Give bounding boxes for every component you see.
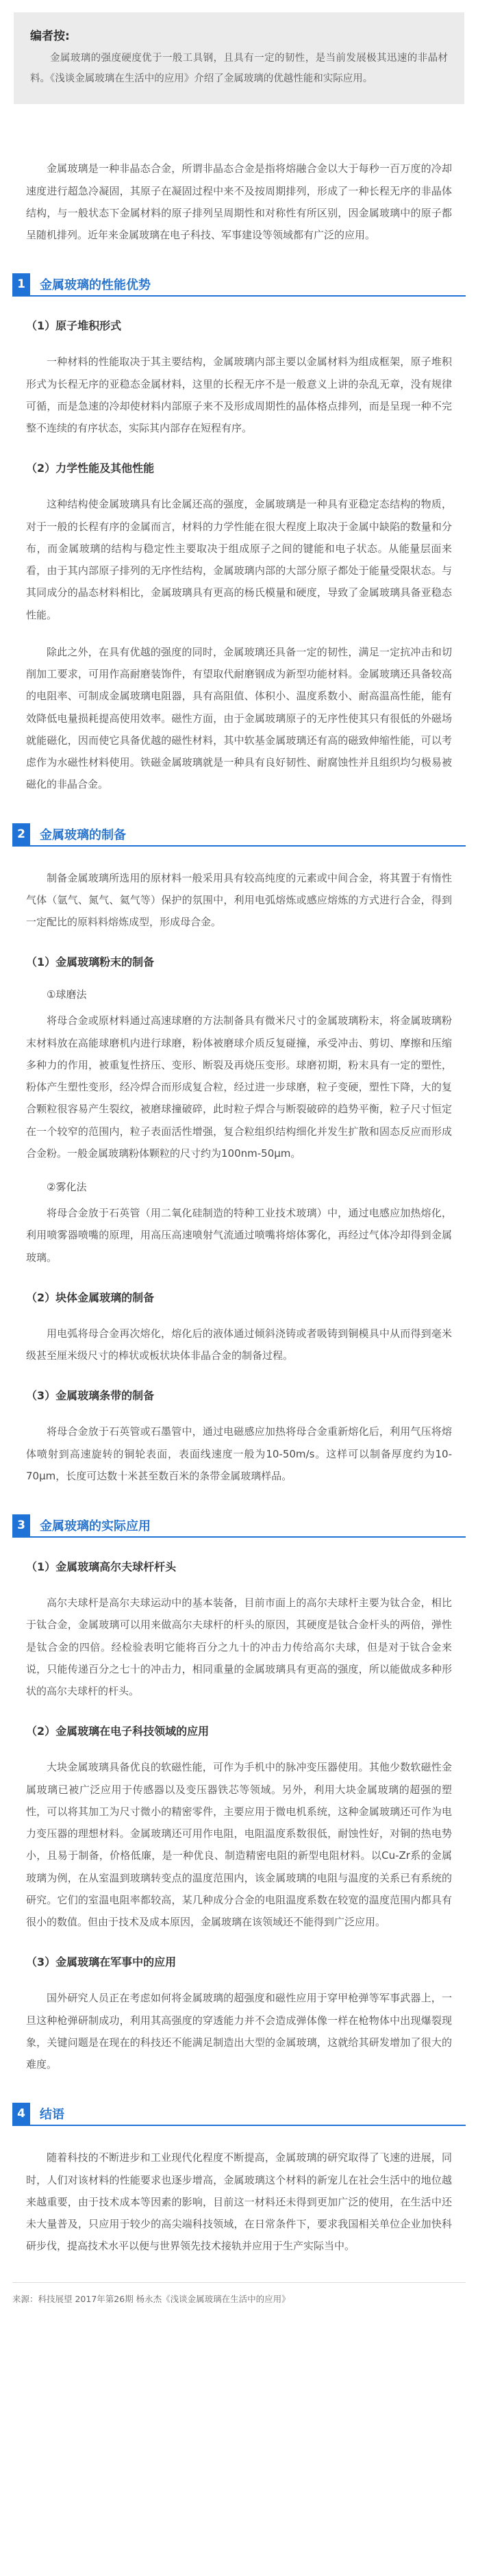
subheading: （1）金属玻璃粉末的制备: [26, 955, 155, 969]
section-title: 结语: [40, 2108, 64, 2123]
section-header-2: [12, 823, 466, 847]
editor-note-text: 金属玻璃的强度硬度优于一般工具钢，且具有一定的韧性，是当前发展极其迅速的非晶材料。《浅谈金属玻璃在生活中的应用》介绍了金属玻璃的优越性能和实际应用。: [30, 53, 448, 84]
method-label: ①球磨法: [47, 988, 87, 1001]
subheading: （1）原子堆积形式: [26, 319, 122, 333]
paragraph: 国外研究人员正在考虑如何将金属玻璃的超强度和磁性应用于穿甲枪弹等军事武器上，一旦这种枪弹研制成功，利用其高强度的穿透能力并不会造成弹体像一样在枪物体中出现爆裂现象，关键问题是在现在的科技还不能满足制造出大型的金属玻璃，这就给其研发增加了很大的难度。: [26, 1992, 452, 2071]
section-title: 金属玻璃的制备: [40, 827, 126, 842]
paragraph: 将母合金或原材料通过高速球磨的方法制备具有微米尺寸的金属玻璃粉末，将金属玻璃粉末材料放在高能球磨机内进行球磨，粉体被磨球介质反复碰撞，承受冲击、剪切、摩擦和压缩多种力的作用，被重复性挤压、变形、断裂及再烧压变形。球磨初期，粉末具有一定的塑性，粉体产生塑性变形，经冷焊合而形成复合粒，经过进一步球磨，粒子变硬，塑性下降，大的复合颗粒很容易产生裂纹，被磨球撞破碎，此时粒子焊合与断裂破碎的趋势平衡，粒子尺寸恒定在一个较窄的范围内，粒子表面活性增强，复合粒组织结构细化并发生扩散和固态反应而形成合金粉。一般金属玻璃粉体颗粒的尺寸约为100nm-50μm。: [26, 1014, 452, 1160]
intro-paragraph: 金属玻璃是一种非晶态合金，所谓非晶态合金是指将熔融合金以大于每秒一百万度的冷却速度进行超急冷凝固，其原子在凝固过程中来不及按周期排列，形成了一种长程无序的非晶体结构，与一般状态下金属材料的原子排列呈周期性和对称性有所区别，因金属玻璃中的原子都呈随机排列。近年来金属玻璃在电子科技、军事建设等领域都有广泛的应用。: [26, 162, 452, 242]
paragraph: 这种结构使金属玻璃具有比金属还高的强度，金属玻璃是一种具有亚稳定态结构的物质，对于一般的长程有序的金属而言，材料的力学性能在很大程度上取决于金属中缺陷的数量和分布，而金属玻璃的结构与稳定性主要取决于组成原子之间的键能和电子状态。从能量层面来看，由于其内部原子排列的无序性结构，金属玻璃内部的大部分原子都处于能量受限状态。与其同成分的晶态材料相比，金属玻璃具有更高的杨氏模量和硬度，导致了金属玻璃具备亚稳态性能。: [26, 498, 452, 621]
paragraph: 制备金属玻璃所选用的原材料一般采用具有较高纯度的元素或中间合金，将其置于有惰性气体（氩气、氮气、氦气等）保护的氛围中，利用电弧熔炼或感应熔炼的方式进行合金，得到一定配比的原料料熔炼成型，形成母合金。: [26, 871, 452, 929]
paragraph: 大块金属玻璃具备优良的软磁性能，可作为手机中的脉冲变压器使用。其他少数软磁性金属玻璃已被广泛应用于传感器以及变压器铁芯等领域。另外，利用大块金属玻璃的超强的塑性，可以将其加工为尺寸微小的精密零件，主要应用于微电机系统，这种金属玻璃还可作为电力变压器的理想材料。金属玻璃还可用作电阻，电阻温度系数很低，耐蚀性好，对铜的热电势小，且易于制备，价格低廉，是一种优良、制造精密电阻的新型电阻材料。以Cu-Zr系的金属玻璃为例，在从室温到玻璃转变点的温度范围内，该金属玻璃的电阻与温度的关系已有系统的研究。它们的室温电阻率都较高，某几种成分合金的电阻温度系数在较宽的温度范围内都具有很小的数值。但由于技术及成本原因，金属玻璃在该领域还不能得到广泛应用。: [26, 1761, 452, 1929]
section-number: 4: [12, 2103, 30, 2125]
paragraph: 用电弧将母合金再次熔化，熔化后的液体通过倾斜浇铸或者吸铸到铜模具中从而得到毫米级甚至厘米级尺寸的棒状或板状块体非晶合金的制备过程。: [26, 1327, 452, 1362]
subheading: （3）金属玻璃条带的制备: [26, 1389, 155, 1403]
section-header-1: [12, 273, 466, 297]
section-number: 3: [12, 1514, 30, 1536]
paragraph: 高尔夫球杆是高尔夫球运动中的基本装备，目前市面上的高尔夫球杆主要为钛合金，相比于钛合金，金属玻璃可以用来做高尔夫球杆的杆头的原因，其硬度是钛合金杆头的两倍，弹性是钛合金的四倍。经检验表明它能将百分之九十的冲击力传给高尔夫球，但是对于钛合金来说，只能传递百分之七十的冲击力，相同重量的金属玻璃具有更高的强度，所以能做成多种形状的高尔夫球杆的杆头。: [26, 1597, 452, 1698]
paragraph: 除此之外，在具有优越的强度的同时，金属玻璃还具备一定的韧性，满足一定抗冲击和切削加工要求，可用作高耐磨装饰件，有望取代耐磨钢成为新型功能材料。金属玻璃还具备较高的电阻率、可制成金属玻璃电阻器，具有高阻值、体积小、温度系数小、耐高温高性能，能有效降低电量损耗提高使用效率。磁性方面，由于金属玻璃原子的无序性使其只有很低的外磁场就能磁化，因而使它具备优越的磁性材料，其中软基金属玻璃还有高的磁致伸缩性能，可以考虑作为水磁性材料使用。铁磁金属玻璃就是一种具有良好韧性、耐腐蚀性并且组织均匀极易被磁化的非晶合金。: [26, 645, 452, 791]
subheading: （3）金属玻璃在军事中的应用: [26, 1955, 177, 1969]
article-page: [0, 12, 478, 2332]
section-header-4: [12, 2103, 466, 2126]
subheading: （1）金属玻璃高尔夫球杆杆头: [26, 1560, 177, 1574]
source-citation: 来源：科技展望 2017年第26期 杨永杰《浅谈金属玻璃在生活中的应用》: [12, 2282, 466, 2305]
subheading: （2）金属玻璃在电子科技领域的应用: [26, 1725, 210, 1738]
section-header-3: [12, 1514, 466, 1538]
section-title: 金属玻璃的性能优势: [40, 278, 151, 293]
editor-note-label: 编者按:: [30, 29, 70, 43]
subheading: （2）力学性能及其他性能: [26, 462, 155, 475]
paragraph: 将母合金放于石英管（用二氧化硅制造的特种工业技术玻璃）中，通过电感应加热熔化，利用喷雾器喷嘴的原理，用高压高速喷射气流通过喷嘴将熔体雾化，再经过气体冷却得到金属玻璃。: [26, 1207, 452, 1264]
spacer: [0, 104, 478, 158]
section-title: 金属玻璃的实际应用: [40, 1519, 151, 1534]
section-number: 2: [12, 823, 30, 845]
method-label: ②雾化法: [47, 1181, 87, 1194]
paragraph: 一种材料的性能取决于其主要结构，金属玻璃内部主要以金属材料为组成框架，原子堆积形式为长程无序的亚稳态金属材料，这里的长程无序不是一般意义上讲的杂乱无章，没有规律可循，而是急速的冷却使材料内部原子来不及形成周期性的晶体格点排列，而是呈现一种不完整不连续的有序状态，实际其内部存在短程有序。: [26, 355, 452, 435]
subheading: （2）块体金属玻璃的制备: [26, 1290, 155, 1304]
editor-note: [14, 12, 464, 104]
paragraph: 随着科技的不断进步和工业现代化程度不断提高，金属玻璃的研究取得了飞速的进展，同时，人们对该材料的性能要求也逐步增高，金属玻璃这个材料的新宠儿在社会生活中的地位越来越重要，由于技术成本等因素的影响，目前这一材料还未得到更加广泛的使用，在生活中还未大量普及，只应用于较少的高尖端科技领域，在日常条件下，要求我国相关单位企业加快科研步伐，提高技术水平以便与世界领先技术接轨并应用于生产实际当中。: [26, 2151, 452, 2253]
paragraph: 将母合金放于石英管或石墨管中，通过电磁感应加热将母合金重新熔化后，利用气压将熔体喷射到高速旋转的铜轮表面，表面线速度一般为10-50m/s。这样可以制备厚度约为10-70μm，长度可达数十米甚至数百米的条带金属玻璃样品。: [26, 1425, 452, 1482]
section-number: 1: [12, 273, 30, 295]
